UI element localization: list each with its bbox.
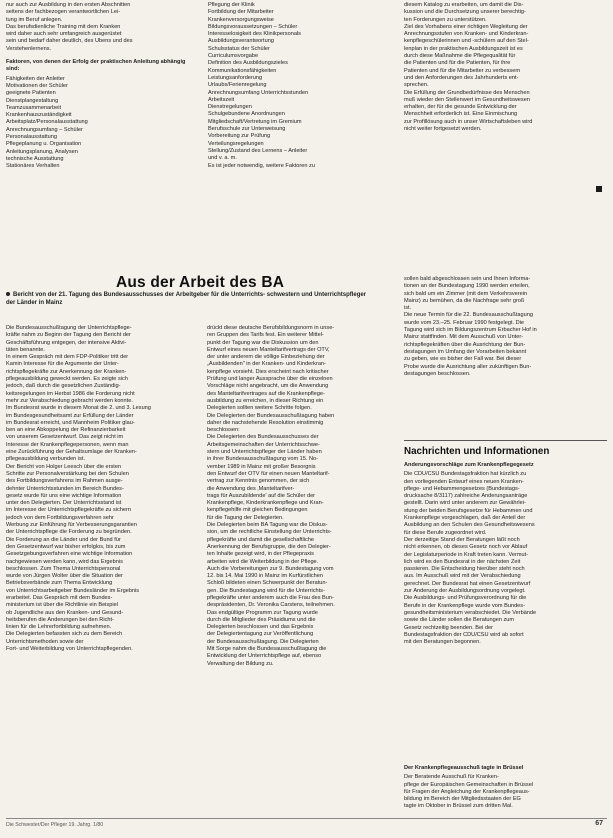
text-line: Vorbereitung zur Prüfung	[208, 133, 271, 140]
text-line: gen. Die Bundestagung wird für die Unterrichts-	[207, 587, 325, 594]
text-line: wurde von Jürgen Wolter über die Situation der	[6, 573, 123, 580]
text-line: der Delegiertentagung zur Veröffentlichung	[207, 631, 314, 638]
text-line: Schritte zur Personalverstärkung bei den Schulen	[6, 470, 129, 477]
text-line: pflegekräfte und damit die gesellschaftliche	[207, 536, 314, 543]
text-line: Interesse der Krankenpflegepersonen, wenn man	[6, 441, 129, 448]
text-line: keitsregelungen im Herbst 1986 die Forderung nicht	[6, 390, 135, 397]
text-line: in ihrer Bundesausschußtagung vom 15. No-	[207, 456, 319, 463]
footer-rule	[6, 818, 607, 819]
bottom-column-1	[6, 325, 194, 813]
text-line: Anleitungsplanung, Analysen	[6, 148, 78, 155]
text-line: sprechen.	[404, 82, 429, 89]
text-line: Berufe in der Krankenpflege wurde vom Bundes-	[404, 602, 525, 609]
text-line: tung im Beruf anlegen.	[6, 16, 63, 23]
text-line: punkt der Tagung war die Diskussion um den	[207, 339, 319, 346]
text-line: Anrechnungsumfang – Schüler	[6, 126, 83, 133]
text-line: Arbeitsplatz/Personalausstattung	[6, 119, 88, 126]
text-line: Krankenversorgungsweise	[208, 16, 274, 23]
text-line: Fähigkeiten der Anleiter	[6, 75, 65, 82]
text-line: ten Forderungen zu unterstützen.	[404, 16, 487, 23]
text-line: drückt diese deutsche Berufsbildungsnorm in unse-	[207, 325, 335, 331]
article-lead	[6, 292, 376, 307]
text-line: Urlaubs/Ferienregelung	[208, 82, 267, 89]
text-line: richtspflegekräfte zur Anerkennung der Kranken-	[6, 368, 127, 375]
top-column-1	[6, 2, 194, 264]
text-line: Gesetz rechtzeitig beenden. Bei der	[404, 624, 493, 631]
text-line: eine Zurückführung der Gehaltsumlage der Kranken-	[6, 449, 137, 456]
text-line: Teamzusammenarbeit	[6, 104, 62, 111]
text-line: nicht weiter fortgesetzt werden.	[404, 126, 482, 133]
text-line: destagungen beschlossen.	[404, 370, 471, 377]
text-line: kenpflegeschülerinnen und -schülern auf den Stel-	[404, 38, 529, 45]
text-line: destagungen im Umfang der Vorarbeiten bekannt	[404, 348, 527, 355]
text-line: Betriebsverbände zum Thema Entwicklung	[6, 580, 113, 587]
text-line: lenplan in der praktischen Ausbildungszeit ist es	[404, 45, 523, 52]
text-line: des Fortbildungsverfahrens im Rahmen ausge-	[6, 478, 123, 485]
text-line: tagte im Oktober in Brüssel zum dritten Mal.	[404, 803, 513, 810]
text-line: im Bundesgesundheitsamt zur Erfüllung der Länder	[6, 412, 134, 419]
text-line: kussion und die Durchsetzung unserer berechtig-	[404, 9, 526, 16]
text-line: zur Profillösung auch in unser Wirtschaftsleben wird	[404, 118, 533, 125]
text-line: im Interesse der Unterrichtspflegekräfte zu sichern	[6, 507, 131, 514]
text-line: diesem Katalog zu erarbeiten, um damit die Dis-	[404, 2, 524, 8]
text-line: sion, um die rechtliche Einstellung der Unterrichts-	[207, 529, 332, 536]
text-line: Fortbildung der Mitarbeiter	[208, 9, 274, 16]
text-line: seitens der fachbezogen verantwortlichen Lei-	[6, 9, 121, 16]
text-line: „Ausbildenden" in der Kranken- und Kinderkran-	[207, 361, 326, 368]
text-line: Krankenpflege vorgeschlagen, daß der Anteil der	[404, 515, 526, 522]
news-subheading: Änderungsvorschläge zum Krankenpflegegesetz	[404, 462, 534, 468]
text-line: trags für Auszubildende' auf die Schüler der	[207, 492, 316, 499]
text-line: gerechnet. Der Bundesrat hat einen Gesetzentwurf	[404, 580, 531, 587]
footer-text: Die Schwester/Der Pfleger 19. Jahrg. 1/80	[6, 822, 104, 828]
text-line: Im Bundesrat wurde in diesem Monat die 2. und 3. Lesung	[6, 405, 151, 412]
text-line: Die neue Termin für die 22. Bundesausschußtagung	[404, 312, 533, 319]
text-line: Pflegung der Klinik	[208, 2, 255, 8]
text-line: unter den Delegierten. Der Unterrichtsstand ist	[6, 500, 122, 507]
text-line: Ausbildung an den Schulen des Gesundheitswesens	[404, 522, 535, 529]
text-line: Die Delegierten des Bundesausschusses der	[207, 434, 319, 441]
text-line: Stationäres Verhalten	[6, 163, 60, 170]
text-line: daher die nachstehende Resolution einstimmig	[207, 419, 324, 426]
text-line: erhalten, der für die gesunde Entwicklung der	[404, 104, 517, 111]
section-heading: Aus der Arbeit des BA	[116, 274, 285, 291]
text-line: geeignete Patienten	[6, 90, 56, 97]
text-line: durch diese Maßnahme die Pflegequalität für	[404, 53, 516, 60]
text-line: Motivationen der Schüler	[6, 82, 68, 89]
text-line: Entwicklung der Unterrichtspflege auf, ebenso	[207, 653, 322, 660]
text-line: vember 1989 in Mainz mit großer Besorgnis	[207, 463, 316, 470]
text-line: Kommunikationsfähigkeiten	[208, 67, 277, 74]
text-line: den vorliegenden Entwurf eines neuen Kranken-	[404, 478, 524, 485]
text-line: stern und Unterrichtspfleger der Länder haben	[207, 449, 322, 456]
text-line: Das berufsdienliche Training mit dem Kranken	[6, 23, 121, 30]
text-line: der Unterrichtspflege die Forderung zu begründen.	[6, 529, 132, 536]
text-line: mehr zur Verabschiedung gebracht werden konnte.	[6, 397, 133, 404]
text-line: Dienstplangestaltung	[6, 97, 59, 104]
text-line: Ausbildungsverantwortung	[208, 38, 274, 45]
text-line: drucksache 8/3117) zahlreiche Änderungsanträge	[404, 493, 528, 500]
text-line: Gesetzgebungsverfahren eine wichtige Information	[6, 551, 133, 558]
text-line: Die CDU/CSU Bundestagsfraktion hat kürzlich zu	[404, 471, 527, 478]
section-divider	[404, 440, 607, 441]
text-line: Curriculumsvorgabe	[208, 53, 259, 60]
text-line: Prüfung und langer Aussprache über die einzelnen	[207, 376, 333, 383]
text-line: wird daher auch sehr umfangreich ausgerüstet	[6, 31, 122, 38]
text-line: Mitgliedschaft/Vertretung im Gremium	[208, 118, 302, 125]
text-line: durch die Mitglieder des Präsidiums und die	[207, 616, 316, 623]
text-line: Der Bericht von Holger Leesch über die ersten	[6, 463, 122, 470]
text-line: Bildungsvoraussetzungen – Schüler	[208, 23, 298, 30]
text-line: ausbildung zu erreichen, in dieser Richtung ein	[207, 397, 324, 404]
text-line: Tagung wird sich im Bildungszentrum Erbacher Hof in	[404, 327, 537, 334]
text-line: mit den Beratungen begonnen.	[404, 639, 481, 646]
bullet-icon	[6, 292, 10, 296]
text-line: bildung im Bereich der Mitgliedsstaaten der EG	[404, 796, 521, 803]
text-line: Stellung/Zustand des Lernens – Anleiter	[208, 147, 308, 154]
text-line: Anerkennung der Berufsgruppe, die den Delegier-	[207, 543, 331, 550]
bottom-column-3-intro	[404, 276, 607, 436]
text-line: ten Inhalte gezeigt wird, in der Pflegepraxis	[207, 551, 314, 558]
text-line: pflege- und Hebammengesetzes (Bundestags-	[404, 485, 520, 492]
text-line: Die Delegierten der Bundesausschußtagung haben	[207, 412, 335, 419]
text-line: täten benannte.	[6, 346, 45, 353]
news-2-text	[404, 774, 607, 810]
text-line: Probe wurde die Ausrichtung aller zukünftigen Bun-	[404, 363, 532, 370]
text-line: Dienstregelungen	[208, 104, 252, 111]
text-line: Krankenpflege, Kinderkrankenpflege und Kran-	[207, 500, 324, 507]
text-line: und v. a. m.	[208, 155, 237, 162]
text-line: lich wird es den Bundesrat in der nächsten Zeit	[404, 558, 521, 565]
text-line: linien für die Lehrerfortbildung aufnehmen.	[6, 624, 112, 631]
text-line: pflege der Europäischen Gemeinschaften in Brüssel	[404, 781, 534, 788]
text-line: pflegekräfte unter anderem auch die Frau des Bun-	[207, 594, 334, 601]
text-line: beschlossen. Zum Thema Unterrichtspersonal	[6, 565, 121, 572]
text-line: Delegierten beschlossen und das Ergebnis	[207, 624, 314, 631]
text-line: ren Gruppen des Tarifs fest. Ein weiterer Mittel-	[207, 332, 324, 339]
text-line: Die Delegierten beim BA Tagung war die Diskus-	[207, 522, 328, 529]
end-of-article-square-icon	[596, 186, 602, 192]
text-line: Die Erfüllung der Grundbedürfnisse des Menschen	[404, 89, 530, 96]
text-line: Fort- und Weiterbildung von Unterrichtspflegenden.	[6, 646, 133, 653]
text-line: passieren. Die Entscheidung hierüber steht noch	[404, 566, 525, 573]
text-line: Es ist jeder notwendig, weitere Faktoren zu	[208, 162, 315, 169]
text-line: Die Forderung an die Länder und der Bund für	[6, 536, 121, 543]
text-line: zur Änderung der Ausbildungsordnung vorgelegt.	[404, 588, 526, 595]
text-line: aus. Im Ausschuß wird mit der Verabschiedung	[404, 573, 521, 580]
bottom-column-3-intro-text	[404, 276, 607, 378]
text-line: Ziel des Vorhabens einer richtigen Wegleitung der	[404, 23, 528, 30]
top-column-2	[208, 2, 396, 264]
text-line: nicht erkennen, ob dieses Gesetz noch vor Ablauf	[404, 544, 528, 551]
text-line: kräfte nahm zu Beginn der Tagung den Bericht der	[6, 332, 131, 339]
text-line: Unterrichtsmethoden sowie der	[6, 638, 84, 645]
text-line: Berufsschule zur Unterweisung	[208, 126, 286, 133]
text-line: von Unterrichtsarbeitgeber Bundesländer im Ergebnis	[6, 587, 140, 594]
text-line: dehnter Unterrichtsstunden im Bereich Bundes-	[6, 485, 124, 492]
text-line: Krankenhauszuständigkeit	[6, 112, 72, 119]
text-line: Schloß bildeten einen Schwerpunkt der Beratun-	[207, 580, 328, 587]
text-line: Patienten und für die Mitarbeiter zu verbessern	[404, 67, 521, 74]
text-line: Die Ausbildungs- und Prüfungsverordnung für die	[404, 595, 527, 602]
factors-heading: Faktoren, von denen der Erfolg der praktischen Anleitung abhängig sind:	[6, 59, 186, 73]
text-line: Auch die Vorbereitungen zur 9. Bundestagung vom	[207, 565, 334, 572]
text-line: Das endgültige Programm zur Tagung wurde	[207, 609, 318, 616]
text-line: ob Jugendliche aus den Kranken- und Gesund-	[6, 609, 124, 616]
page-number: 67	[595, 820, 603, 827]
text-line: Werbung zur Einführung für Verbesserungsgarantien	[6, 522, 137, 529]
text-line: der unter anderem die völlige Einbeziehung der	[207, 354, 325, 361]
top-column-3-text	[404, 2, 607, 133]
text-line: Personalausstattung	[6, 134, 57, 141]
text-line: sowie die Länder sollen die Beratungen zum	[404, 617, 515, 624]
text-line: Mainz stattfinden. Mit dem Ausschuß von Unter-	[404, 334, 524, 341]
text-line: Pflegeplanung u. Organisation	[6, 141, 82, 148]
text-line: erarbeitet. Das Gespräch mit dem Bundes-	[6, 594, 113, 601]
text-line: jedoch von dem Fortbildungsverfahren sehr	[6, 514, 114, 521]
text-line: Interesselosigkeit des Klinikpersonals	[208, 31, 301, 38]
text-line: arbeiten wird die Weiterbildung in der Pflege.	[207, 558, 319, 565]
text-line: Schulgebundene Anordnungen	[208, 111, 285, 118]
bottom-column-3-news-2	[404, 765, 607, 817]
lead-text: Bericht von der 21. Tagung des Bundesausschusses der Arbeitgeber für die Unterrichts- schwestern und Unterrichtspfleger der Länder in Mainz	[6, 292, 367, 306]
text-line: die Anwendung des ‚Manteltarifver-	[207, 485, 295, 492]
text-line: Der derzeitige Stand der Beratungen läßt noch	[404, 536, 520, 543]
text-line: jedoch, daß durch die gesetzlichen Zuständig-	[6, 383, 121, 390]
text-line: 12. bis 14. Mai 1990 in Mainz im Kurfürstlichen	[207, 573, 323, 580]
text-line: wurde vom 23.–25. Februar 1990 festgelegt. Die	[404, 319, 525, 326]
text-line: Die Bundesausschußtagung der Unterrichtspflege-	[6, 325, 132, 331]
text-line: Vorschläge nicht angebracht, um die Anwendung	[207, 383, 329, 390]
text-line: technische Ausstattung	[6, 155, 64, 162]
text-line: der Bundesausschußtagung. Die Delegierten	[207, 638, 319, 645]
text-line: des Manteltarifvertrages auf die Krankenpflege-	[207, 390, 325, 397]
text-line: In einem Gespräch mit dem FDP-Politiker tritt der	[6, 354, 129, 361]
text-line: despräsidenten, Dr. Veronika Carstens, teilnehmen.	[207, 602, 335, 609]
text-line: Verstehenlernens.	[6, 45, 52, 52]
text-line: Arbeitszeit	[208, 96, 235, 103]
text-line: muß wieder den Stellenwert im Gesundheitswesen	[404, 96, 530, 103]
text-line: vertrag zur Kenntnis genommen, der sich	[207, 478, 310, 485]
news-heading: Nachrichten und Informationen	[404, 446, 550, 457]
factors-list	[6, 76, 194, 171]
text-line: pflegeausbildung geweckt werden. Es zeigte sich	[6, 376, 128, 383]
news-text	[404, 471, 607, 646]
text-line: kenpflege vorsieht. Dies erscheint nach kritischer	[207, 368, 329, 375]
factors-list-continued	[208, 2, 396, 170]
text-line: zu geben, wie es bisher der Fall war. Bei dieser	[404, 356, 522, 363]
bottom-column-2	[207, 325, 395, 813]
text-line: Der Beratende Ausschuß für Kranken-	[404, 774, 499, 781]
text-line: Definition des Ausbildungszieles	[208, 60, 288, 67]
top-column-1-intro	[6, 2, 194, 53]
text-line: richtspflegekräften über die Ausrichtung der Bun-	[404, 341, 526, 348]
text-line: pflegeausbildung verbunden ist.	[6, 456, 85, 463]
text-line: Die Delegierten befassten sich zu dem Bereich	[6, 631, 123, 638]
text-line: für Fragen der Angleichung der Krankenpflegeaus-	[404, 788, 530, 795]
text-line: Kamin Interesse für die Argumente der Unter-	[6, 361, 119, 368]
news-2-subheading: Der Krankenpflegeausschuß tagte in Brüssel	[404, 765, 524, 771]
bottom-column-2-text	[207, 325, 395, 668]
top-column-3	[404, 2, 607, 198]
text-line: für die Tagung der Delegierten.	[207, 514, 284, 521]
text-line: ben an eine Abkoppelung der Refinanzierbarkeit	[6, 427, 126, 434]
text-line: ist.	[404, 305, 412, 312]
text-line: Verteilungsregelungen	[208, 140, 264, 147]
text-line: und den Anforderungen des Jahrhunderts ent-	[404, 74, 519, 81]
text-line: gestellt. Darin wird unter anderem zur Gewährlei-	[404, 500, 526, 507]
text-line: ministerium ist über die Richtlinie ein Beispiel	[6, 602, 118, 609]
text-line: von unserem Gesetzentwurf. Das zeigt nicht im	[6, 434, 124, 441]
text-line: Delegierten sollten weitere Schritte folgen.	[207, 405, 312, 412]
text-line: Anrechnungsumfang Unterrichtsstunden	[208, 89, 309, 96]
text-line: sein und bedarf daher deutlich, des Übens und des	[6, 38, 133, 45]
text-line: Schulsstatus der Schüler	[208, 45, 270, 52]
text-line: kenpflegehilfe mit gleichen Bedingungen	[207, 507, 308, 514]
text-line: Verwaltung der Bildung zu.	[207, 660, 274, 667]
text-line: Leistungsanforderung	[208, 74, 263, 81]
text-line: Menschheit erforderlich ist. Eine Einmischung	[404, 111, 518, 118]
text-line: heitsberufen die Änderungen bei den Richt-	[6, 616, 114, 623]
text-line: den Entwurf der ÖTV für einen neuen Manteltarif-	[207, 470, 330, 477]
text-line: Mit Sorge nahm die Bundesausschußtagung die	[207, 646, 327, 653]
text-line: stung der beiden Berufsgesetze für Hebammen und	[404, 507, 533, 514]
text-line: tionen an der Bundestagung 1990 werden erteilen,	[404, 283, 530, 290]
text-line: Arbeitsgemeinschaften der Unterrichtsschwe-	[207, 441, 320, 448]
bottom-column-1-text	[6, 325, 194, 653]
text-line: gesundheitsministerium verabschiedet. Die Verbände	[404, 609, 537, 616]
text-line: Entwurf eines neuen Manteltarifvertrags der ÖTV,	[207, 346, 330, 353]
text-line: Bundestagsfraktion der CDU/CSU wird ab sofort	[404, 631, 524, 638]
text-line: die Patienten und für die Patienten, für ihre	[404, 60, 511, 67]
text-line: sollen bald abgeschlossen sein und Ihnen Informa-	[404, 276, 531, 282]
text-line: Geschäftsführung entgegen, der intensive Aktivi-	[6, 339, 127, 346]
text-line: gesetz wurde für uns eine wichtige Information	[6, 492, 122, 499]
text-line: der Legislaturperiode in Kraft treten kann. Vermut-	[404, 551, 529, 558]
text-line: sich bald um ein Zimmer (mit dem Verkehrsverein	[404, 290, 528, 297]
text-line: beschlossen:	[207, 427, 240, 434]
text-line: im Bundesrat erreicht, und Mannheim Politiker glau-	[6, 419, 135, 426]
text-line: Anrechnungsstufen von Kranken- und Kinderkran-	[404, 31, 529, 38]
text-line: für diese Berufe zugeordnet wird.	[404, 529, 487, 536]
bottom-column-3-news	[404, 462, 607, 762]
text-line: Mainz) zu bemühen, da die Nachfrage sehr groß	[404, 297, 525, 304]
text-line: nachgewiesen werden kann, wird das Ergebnis	[6, 558, 123, 565]
text-line: den Gesetzentwurf war bisher erfolglos, bis zum	[6, 543, 126, 550]
text-line: nur auch zur Ausbildung in den ersten Abschnitten	[6, 2, 131, 8]
